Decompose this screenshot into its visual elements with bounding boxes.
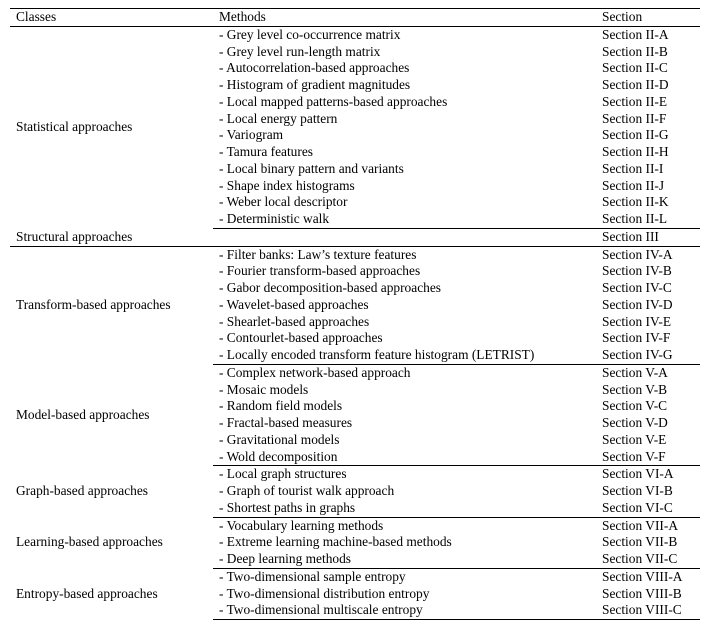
method-cell: - Fourier transform-based approaches bbox=[219, 263, 421, 279]
method-cell: - Weber local descriptor bbox=[219, 194, 348, 210]
section-cell: Section III bbox=[596, 228, 700, 246]
method-cell: - Two-dimensional distribution entropy bbox=[219, 585, 430, 601]
method-cell: - Autocorrelation-based approaches bbox=[219, 60, 410, 76]
header-classes: Classes bbox=[10, 9, 213, 27]
section-cell: Section V-C bbox=[602, 398, 668, 414]
method-cell: - Local mapped patterns-based approaches bbox=[219, 93, 448, 109]
section-cell: Section VII-B bbox=[602, 534, 678, 550]
section-cell: Section IV-B bbox=[602, 263, 672, 279]
class-name-cell: Structural approaches bbox=[10, 228, 213, 246]
method-cell: - Variogram bbox=[219, 127, 284, 143]
method-cell: - Wold decomposition bbox=[213, 449, 596, 466]
method-cell: - Mosaic models bbox=[219, 381, 309, 397]
method-cell: - Graph of tourist walk approach bbox=[219, 483, 395, 498]
method-cell: - Tamura features bbox=[219, 144, 313, 159]
section-cell: Section IV-C bbox=[602, 280, 672, 295]
method-cell: - Wavelet-based approaches bbox=[219, 296, 369, 312]
method-cell: - Locally encoded transform feature histogram (LETRIST) bbox=[213, 347, 596, 364]
class-group bbox=[10, 568, 700, 619]
section-cell: Section V-D bbox=[602, 415, 668, 430]
class-name-cell: Statistical approaches bbox=[16, 119, 133, 135]
method-cell: - Gravitational models bbox=[219, 431, 340, 447]
class-group bbox=[10, 466, 700, 517]
section-cell: Section II-C bbox=[602, 60, 668, 76]
class-name-cell: Learning-based approaches bbox=[16, 534, 163, 550]
table-header bbox=[10, 9, 700, 27]
class-group bbox=[10, 246, 700, 364]
method-cell: - Grey level co-occurrence matrix bbox=[219, 26, 401, 42]
table-row bbox=[10, 228, 700, 246]
section-cell: Section V-A bbox=[602, 364, 668, 380]
section-cell: Section II-H bbox=[602, 144, 669, 159]
class-group bbox=[10, 364, 700, 466]
section-cell: Section V-F bbox=[596, 449, 700, 466]
section-cell: Section II-A bbox=[602, 26, 669, 42]
header-section: Section bbox=[596, 9, 700, 27]
method-cell: - Local binary pattern and variants bbox=[219, 160, 404, 176]
method-cell: - Random field models bbox=[219, 398, 343, 414]
method-cell: - Extreme learning machine-based methods bbox=[219, 534, 452, 550]
section-cell: Section II-E bbox=[602, 93, 668, 109]
method-cell: - Local energy pattern bbox=[219, 110, 338, 126]
section-cell: Section IV-E bbox=[602, 313, 672, 329]
texture-methods-table-container bbox=[10, 8, 700, 620]
section-cell: Section IV-G bbox=[596, 347, 700, 364]
table-row bbox=[10, 517, 700, 534]
method-cell: - Grey level run-length matrix bbox=[219, 43, 381, 59]
section-cell: Section IV-D bbox=[602, 296, 673, 312]
header-row bbox=[10, 9, 700, 27]
section-cell: Section II-D bbox=[602, 77, 669, 92]
table-row bbox=[10, 26, 700, 43]
section-cell: Section V-E bbox=[602, 431, 667, 447]
header-methods: Methods bbox=[213, 9, 596, 27]
method-cell: - Contourlet-based approaches bbox=[219, 330, 383, 346]
class-group bbox=[10, 228, 700, 246]
method-cell: - Shape index histograms bbox=[219, 177, 355, 193]
section-cell: Section VIII-B bbox=[602, 585, 682, 601]
class-name-cell: Model-based approaches bbox=[16, 406, 150, 422]
section-cell: Section II-G bbox=[602, 127, 669, 143]
section-cell: Section IV-A bbox=[602, 246, 673, 262]
table-row bbox=[10, 466, 700, 483]
method-cell: - Two-dimensional multiscale entropy bbox=[213, 602, 596, 619]
method-cell bbox=[213, 228, 596, 246]
table-row bbox=[10, 246, 700, 263]
section-cell: Section V-B bbox=[602, 381, 668, 397]
section-cell: Section VII-C bbox=[596, 551, 700, 568]
section-cell: Section II-J bbox=[602, 177, 665, 193]
section-cell: Section VI-C bbox=[596, 500, 700, 517]
section-cell: Section VI-A bbox=[602, 466, 674, 482]
table-row bbox=[10, 568, 700, 585]
method-cell: - Fractal-based measures bbox=[219, 415, 353, 430]
class-group bbox=[10, 26, 700, 228]
section-cell: Section II-K bbox=[602, 194, 669, 210]
method-cell: - Histogram of gradient magnitudes bbox=[219, 77, 411, 92]
method-cell: - Gabor decomposition-based approaches bbox=[219, 280, 441, 295]
method-cell: - Two-dimensional sample entropy bbox=[219, 568, 406, 584]
method-cell: - Complex network-based approach bbox=[219, 364, 411, 380]
section-cell: Section VI-B bbox=[602, 483, 673, 498]
section-cell: Section II-I bbox=[602, 160, 664, 176]
method-cell: - Deterministic walk bbox=[213, 211, 596, 228]
section-cell: Section VIII-A bbox=[602, 568, 683, 584]
method-cell: - Filter banks: Law’s texture features bbox=[219, 246, 417, 262]
section-cell: Section IV-F bbox=[602, 330, 671, 346]
table-row bbox=[10, 364, 700, 381]
class-name-cell: Graph-based approaches bbox=[16, 483, 148, 498]
section-cell: Section VIII-C bbox=[596, 602, 700, 619]
section-cell: Section II-F bbox=[602, 110, 667, 126]
method-cell: - Deep learning methods bbox=[213, 551, 596, 568]
method-cell: - Local graph structures bbox=[219, 466, 347, 482]
class-name-cell: Entropy-based approaches bbox=[16, 585, 158, 601]
class-name-cell: Transform-based approaches bbox=[16, 297, 171, 312]
section-cell: Section VII-A bbox=[602, 517, 678, 533]
texture-methods-table bbox=[10, 8, 700, 620]
method-cell: - Shearlet-based approaches bbox=[219, 313, 370, 329]
method-cell: - Shortest paths in graphs bbox=[213, 500, 596, 517]
class-group bbox=[10, 517, 700, 568]
section-cell: Section II-B bbox=[602, 43, 668, 59]
section-cell: Section II-L bbox=[596, 211, 700, 228]
method-cell: - Vocabulary learning methods bbox=[219, 517, 384, 533]
